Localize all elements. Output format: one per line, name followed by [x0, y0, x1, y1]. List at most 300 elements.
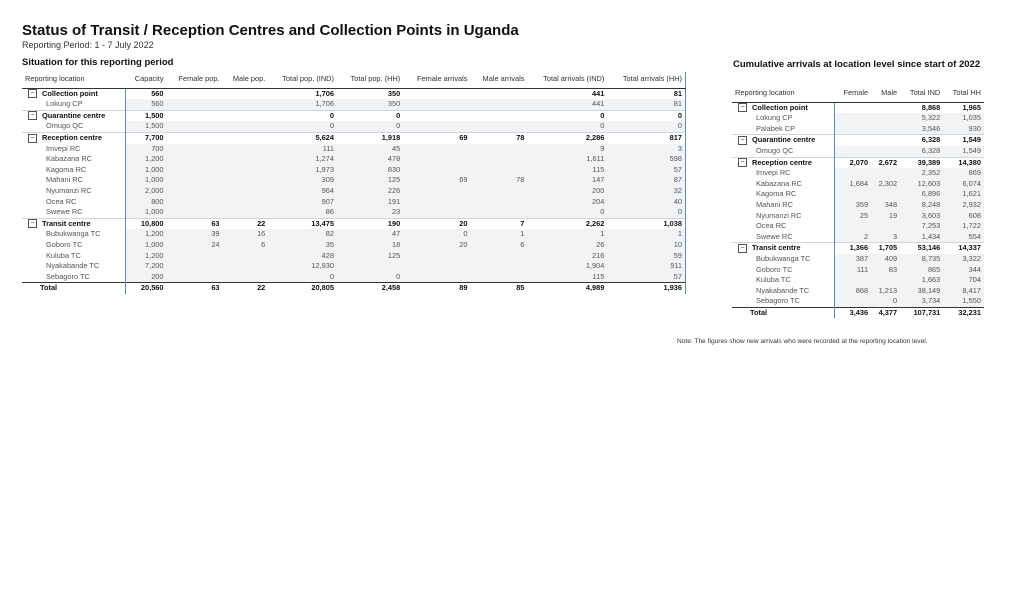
table-group-row[interactable] — [732, 135, 984, 146]
table-header-row — [732, 86, 984, 102]
value-cell — [871, 275, 900, 286]
value-cell: 441 — [527, 99, 607, 110]
value-cell — [167, 251, 223, 262]
value-cell — [403, 165, 470, 176]
column-header: Total pop. (IND) — [268, 72, 337, 88]
column-header: Total pop. (HH) — [337, 72, 403, 88]
column-header: Male pop. — [223, 72, 269, 88]
value-cell: 6,328 — [900, 135, 943, 146]
location-cell: Nyumanzi RC — [22, 186, 125, 197]
table-group-row[interactable] — [22, 88, 686, 99]
location-cell: Mahani RC — [732, 200, 835, 211]
table-row — [22, 99, 686, 110]
value-cell: 830 — [337, 165, 403, 176]
value-cell — [223, 175, 269, 186]
value-cell: 1,000 — [125, 175, 166, 186]
value-cell — [403, 154, 470, 165]
value-cell: 125 — [337, 175, 403, 186]
value-cell — [223, 197, 269, 208]
value-cell — [223, 88, 269, 99]
value-cell: 1 — [470, 229, 527, 240]
value-cell: 63 — [167, 218, 223, 229]
value-cell: 1,274 — [268, 154, 337, 165]
value-cell: 26 — [527, 240, 607, 251]
value-cell: 1,611 — [527, 154, 607, 165]
value-cell: 57 — [607, 165, 685, 176]
location-cell — [22, 218, 125, 229]
value-cell — [403, 144, 470, 155]
value-cell: 14,337 — [943, 243, 984, 254]
footnote: Note: The figures show new arrivals who were recorded at the reporting location level. — [677, 338, 928, 345]
value-cell: 20,805 — [268, 283, 337, 294]
value-cell: 78 — [470, 175, 527, 186]
value-cell: 868 — [835, 286, 871, 297]
location-cell — [732, 243, 835, 254]
value-cell: 348 — [871, 200, 900, 211]
value-cell — [403, 207, 470, 218]
table-row — [22, 229, 686, 240]
location-cell: Mahani RC — [22, 175, 125, 186]
value-cell: 83 — [871, 265, 900, 276]
table-row — [732, 221, 984, 232]
value-cell: 1,918 — [337, 132, 403, 143]
value-cell: 1,000 — [125, 165, 166, 176]
value-cell — [470, 251, 527, 262]
collapse-toggle-icon[interactable]: − — [738, 158, 747, 167]
value-cell: 1,936 — [607, 283, 685, 294]
location-cell: Swewe RC — [22, 207, 125, 218]
value-cell — [167, 272, 223, 283]
value-cell: 190 — [337, 218, 403, 229]
location-cell: Nyakabande TC — [732, 286, 835, 297]
value-cell: 216 — [527, 251, 607, 262]
group-label: Transit centre — [752, 243, 801, 253]
value-cell — [167, 110, 223, 121]
value-cell: 125 — [337, 251, 403, 262]
value-cell: 69 — [403, 175, 470, 186]
table-row — [732, 113, 984, 124]
location-cell: Swewe RC — [732, 232, 835, 243]
collapse-toggle-icon[interactable]: − — [28, 89, 37, 98]
value-cell — [470, 154, 527, 165]
value-cell: 32,231 — [943, 307, 984, 318]
value-cell — [871, 124, 900, 135]
collapse-toggle-icon[interactable]: − — [28, 111, 37, 120]
value-cell — [167, 175, 223, 186]
table-total-row — [732, 307, 984, 318]
value-cell: 20 — [403, 218, 470, 229]
location-cell: Ocea RC — [22, 197, 125, 208]
value-cell: 7,700 — [125, 132, 166, 143]
value-cell: 560 — [125, 99, 166, 110]
location-cell: Lokung CP — [22, 99, 125, 110]
column-header: Capacity — [125, 72, 166, 88]
value-cell: 1,663 — [900, 275, 943, 286]
value-cell: 0 — [871, 296, 900, 307]
value-cell: 865 — [900, 265, 943, 276]
value-cell: 1,973 — [268, 165, 337, 176]
value-cell — [835, 124, 871, 135]
location-cell: Total — [22, 283, 125, 294]
value-cell: 344 — [943, 265, 984, 276]
table-row — [732, 286, 984, 297]
value-cell: 204 — [527, 197, 607, 208]
value-cell — [223, 251, 269, 262]
value-cell: 964 — [268, 186, 337, 197]
value-cell: 35 — [268, 240, 337, 251]
value-cell: 89 — [403, 283, 470, 294]
value-cell: 608 — [943, 211, 984, 222]
column-header: Reporting location — [22, 72, 125, 88]
location-cell: Sebagoro TC — [22, 272, 125, 283]
cumulative-arrivals-table — [732, 86, 984, 318]
value-cell: 309 — [268, 175, 337, 186]
value-cell: 86 — [268, 207, 337, 218]
value-cell: 3,436 — [835, 307, 871, 318]
table-group-row[interactable] — [732, 243, 984, 254]
value-cell — [167, 121, 223, 132]
value-cell: 3,322 — [943, 254, 984, 265]
value-cell — [835, 275, 871, 286]
value-cell: 20 — [403, 240, 470, 251]
value-cell: 111 — [835, 265, 871, 276]
table-group-row[interactable] — [732, 102, 984, 113]
location-cell: Nyakabande TC — [22, 261, 125, 272]
table-row — [22, 261, 686, 272]
value-cell — [403, 272, 470, 283]
location-cell: Ocea RC — [732, 221, 835, 232]
value-cell: 25 — [835, 211, 871, 222]
location-cell — [22, 110, 125, 121]
value-cell: 1,500 — [125, 110, 166, 121]
table-row — [22, 175, 686, 186]
value-cell: 1 — [527, 229, 607, 240]
value-cell: 9 — [527, 144, 607, 155]
location-cell: Sebagoro TC — [732, 296, 835, 307]
value-cell: 2 — [835, 232, 871, 243]
value-cell: 47 — [337, 229, 403, 240]
collapse-toggle-icon[interactable]: − — [738, 136, 747, 145]
value-cell: 1,904 — [527, 261, 607, 272]
value-cell: 87 — [607, 175, 685, 186]
value-cell — [403, 186, 470, 197]
location-cell: Omugo QC — [22, 121, 125, 132]
location-cell — [732, 135, 835, 146]
value-cell — [223, 207, 269, 218]
location-cell: Kagoma RC — [732, 189, 835, 200]
value-cell — [403, 121, 470, 132]
location-cell: Kuluba TC — [22, 251, 125, 262]
table-row — [22, 240, 686, 251]
value-cell — [835, 102, 871, 113]
table-row — [22, 272, 686, 283]
value-cell: 12,930 — [268, 261, 337, 272]
value-cell: 0 — [527, 110, 607, 121]
value-cell — [871, 189, 900, 200]
value-cell: 3,603 — [900, 211, 943, 222]
value-cell: 560 — [125, 88, 166, 99]
table-row — [732, 232, 984, 243]
value-cell: 22 — [223, 218, 269, 229]
table-row — [732, 168, 984, 179]
group-label: Reception centre — [752, 157, 812, 167]
value-cell — [835, 221, 871, 232]
value-cell: 1,000 — [125, 240, 166, 251]
section-title-current-period: Situation for this reporting period — [22, 57, 174, 68]
location-cell: Imvepi RC — [22, 144, 125, 155]
value-cell: 45 — [337, 144, 403, 155]
value-cell — [835, 113, 871, 124]
group-label: Collection point — [752, 102, 808, 112]
table-row — [22, 251, 686, 262]
table-row — [22, 207, 686, 218]
value-cell: 2,000 — [125, 186, 166, 197]
table-group-row[interactable] — [732, 157, 984, 168]
value-cell: 23 — [337, 207, 403, 218]
table-row — [22, 121, 686, 132]
value-cell — [337, 261, 403, 272]
location-cell — [732, 157, 835, 168]
value-cell: 554 — [943, 232, 984, 243]
value-cell — [835, 189, 871, 200]
value-cell — [223, 144, 269, 155]
value-cell — [167, 99, 223, 110]
value-cell — [871, 135, 900, 146]
column-header: Reporting location — [732, 86, 835, 102]
value-cell: 111 — [268, 144, 337, 155]
location-cell: Kabazana RC — [732, 179, 835, 190]
location-cell — [22, 88, 125, 99]
collapse-toggle-icon[interactable]: − — [738, 244, 747, 253]
value-cell: 115 — [527, 165, 607, 176]
collapse-toggle-icon[interactable]: − — [28, 134, 37, 143]
value-cell: 0 — [337, 121, 403, 132]
value-cell: 8,868 — [900, 102, 943, 113]
value-cell — [470, 121, 527, 132]
location-cell: Nyumanzi RC — [732, 211, 835, 222]
value-cell: 191 — [337, 197, 403, 208]
collapse-toggle-icon[interactable]: − — [738, 103, 747, 112]
value-cell — [223, 121, 269, 132]
value-cell: 1,549 — [943, 135, 984, 146]
value-cell — [167, 88, 223, 99]
value-cell: 1,722 — [943, 221, 984, 232]
value-cell: 20,560 — [125, 283, 166, 294]
value-cell — [403, 261, 470, 272]
column-header: Female — [835, 86, 871, 102]
value-cell: 57 — [607, 272, 685, 283]
value-cell: 4,377 — [871, 307, 900, 318]
value-cell — [470, 272, 527, 283]
table-row — [732, 254, 984, 265]
value-cell — [167, 165, 223, 176]
value-cell: 0 — [268, 272, 337, 283]
value-cell: 200 — [527, 186, 607, 197]
value-cell: 2,302 — [871, 179, 900, 190]
value-cell — [871, 146, 900, 157]
value-cell: 800 — [125, 197, 166, 208]
location-cell: Palabek CP — [732, 124, 835, 135]
value-cell — [403, 197, 470, 208]
value-cell — [470, 99, 527, 110]
value-cell: 907 — [268, 197, 337, 208]
value-cell — [167, 186, 223, 197]
value-cell: 1,684 — [835, 179, 871, 190]
value-cell: 428 — [268, 251, 337, 262]
value-cell: 226 — [337, 186, 403, 197]
value-cell — [470, 186, 527, 197]
value-cell — [470, 165, 527, 176]
value-cell: 930 — [943, 124, 984, 135]
value-cell: 1,706 — [268, 99, 337, 110]
value-cell: 2,352 — [900, 168, 943, 179]
location-cell: Kuluba TC — [732, 275, 835, 286]
value-cell: 3,734 — [900, 296, 943, 307]
value-cell: 13,475 — [268, 218, 337, 229]
value-cell: 1,200 — [125, 229, 166, 240]
value-cell: 14,380 — [943, 157, 984, 168]
value-cell — [871, 102, 900, 113]
value-cell: 409 — [871, 254, 900, 265]
value-cell: 0 — [403, 229, 470, 240]
value-cell: 6,896 — [900, 189, 943, 200]
value-cell: 59 — [607, 251, 685, 262]
value-cell: 0 — [607, 121, 685, 132]
table-group-row[interactable] — [22, 218, 686, 229]
value-cell: 2,672 — [871, 157, 900, 168]
value-cell: 7,253 — [900, 221, 943, 232]
value-cell: 0 — [607, 110, 685, 121]
value-cell — [835, 296, 871, 307]
value-cell — [223, 165, 269, 176]
value-cell — [871, 113, 900, 124]
collapse-toggle-icon[interactable]: − — [28, 219, 37, 228]
table-total-row — [22, 283, 686, 294]
column-header: Male arrivals — [470, 72, 527, 88]
value-cell: 4,989 — [527, 283, 607, 294]
table-row — [732, 296, 984, 307]
value-cell: 115 — [527, 272, 607, 283]
value-cell — [470, 197, 527, 208]
value-cell: 147 — [527, 175, 607, 186]
value-cell: 39,389 — [900, 157, 943, 168]
value-cell: 2,070 — [835, 157, 871, 168]
location-cell: Bubukwanga TC — [732, 254, 835, 265]
group-label: Quarantine centre — [752, 135, 816, 145]
value-cell: 39 — [167, 229, 223, 240]
location-cell: Omugo QC — [732, 146, 835, 157]
value-cell: 200 — [125, 272, 166, 283]
value-cell: 911 — [607, 261, 685, 272]
value-cell: 10 — [607, 240, 685, 251]
value-cell: 32 — [607, 186, 685, 197]
value-cell: 19 — [871, 211, 900, 222]
location-cell: Bubukwanga TC — [22, 229, 125, 240]
value-cell: 12,603 — [900, 179, 943, 190]
value-cell: 2,458 — [337, 283, 403, 294]
column-header: Total arrivals (IND) — [527, 72, 607, 88]
value-cell — [223, 132, 269, 143]
value-cell: 704 — [943, 275, 984, 286]
value-cell — [223, 272, 269, 283]
value-cell: 69 — [403, 132, 470, 143]
value-cell: 2,286 — [527, 132, 607, 143]
value-cell: 1,200 — [125, 154, 166, 165]
value-cell: 3 — [607, 144, 685, 155]
value-cell: 8,735 — [900, 254, 943, 265]
location-cell: Goboro TC — [22, 240, 125, 251]
value-cell — [223, 99, 269, 110]
table-group-row[interactable] — [22, 132, 686, 143]
value-cell — [223, 261, 269, 272]
value-cell: 1,200 — [125, 251, 166, 262]
value-cell: 350 — [337, 99, 403, 110]
table-row — [22, 197, 686, 208]
value-cell — [470, 110, 527, 121]
table-row — [22, 154, 686, 165]
value-cell: 1,366 — [835, 243, 871, 254]
value-cell — [403, 88, 470, 99]
value-cell: 350 — [337, 88, 403, 99]
value-cell: 0 — [268, 121, 337, 132]
value-cell: 1,000 — [125, 207, 166, 218]
value-cell: 3 — [871, 232, 900, 243]
location-cell: Lokung CP — [732, 113, 835, 124]
value-cell: 441 — [527, 88, 607, 99]
table-header-row — [22, 72, 686, 88]
location-cell: Kagoma RC — [22, 165, 125, 176]
value-cell: 1,038 — [607, 218, 685, 229]
value-cell — [223, 110, 269, 121]
value-cell — [871, 221, 900, 232]
value-cell — [871, 168, 900, 179]
value-cell: 16 — [223, 229, 269, 240]
table-row — [732, 189, 984, 200]
value-cell: 85 — [470, 283, 527, 294]
column-header: Female pop. — [167, 72, 223, 88]
value-cell: 478 — [337, 154, 403, 165]
value-cell: 6 — [223, 240, 269, 251]
value-cell: 3,546 — [900, 124, 943, 135]
value-cell: 359 — [835, 200, 871, 211]
group-label: Quarantine centre — [42, 110, 106, 120]
value-cell: 63 — [167, 283, 223, 294]
value-cell: 0 — [337, 272, 403, 283]
value-cell: 81 — [607, 99, 685, 110]
value-cell: 107,731 — [900, 307, 943, 318]
value-cell — [167, 197, 223, 208]
table-row — [732, 179, 984, 190]
value-cell: 0 — [268, 110, 337, 121]
table-row — [732, 200, 984, 211]
group-label: Transit centre — [42, 218, 91, 228]
table-group-row[interactable] — [22, 110, 686, 121]
value-cell: 1,965 — [943, 102, 984, 113]
group-label: Collection point — [42, 88, 98, 98]
value-cell: 387 — [835, 254, 871, 265]
column-header: Total arrivals (HH) — [607, 72, 685, 88]
value-cell: 869 — [943, 168, 984, 179]
location-cell: Imvepi RC — [732, 168, 835, 179]
value-cell — [167, 261, 223, 272]
current-period-table — [22, 72, 686, 294]
value-cell — [470, 207, 527, 218]
value-cell: 1,621 — [943, 189, 984, 200]
value-cell: 1,434 — [900, 232, 943, 243]
value-cell: 1,550 — [943, 296, 984, 307]
value-cell — [167, 144, 223, 155]
column-header: Female arrivals — [403, 72, 470, 88]
